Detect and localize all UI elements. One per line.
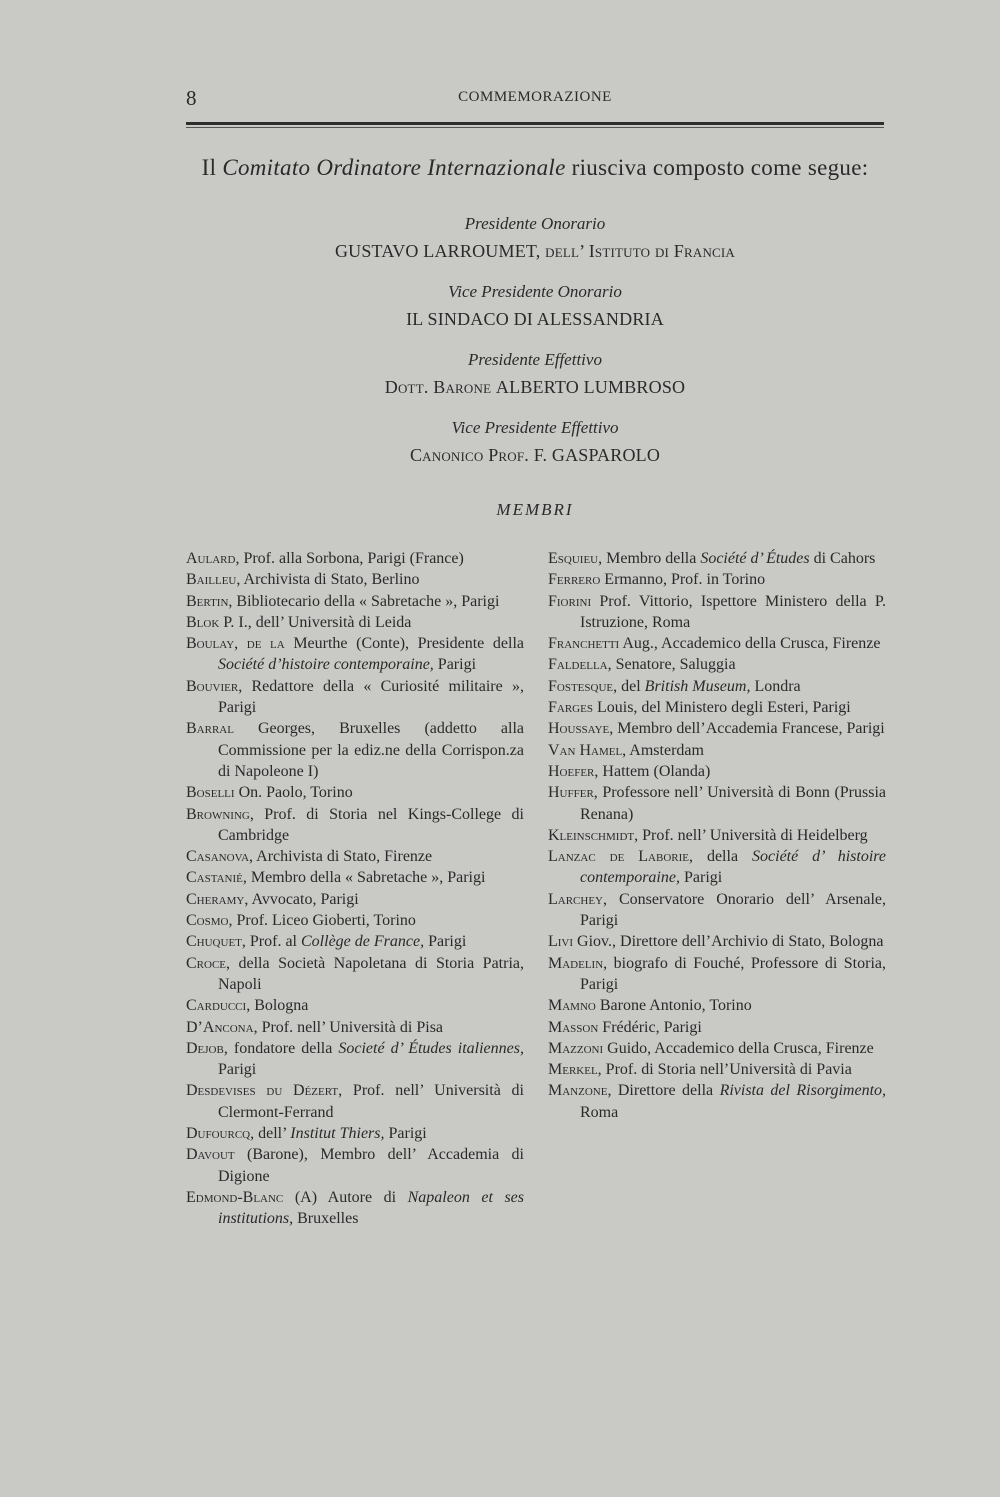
member-name: Carducci xyxy=(186,997,247,1015)
member-description: , Professore nell’ Università di Bonn (Prussia Renana) xyxy=(580,784,886,823)
member-description: , Prof. nell’ Università di Heidelberg xyxy=(634,826,868,844)
member-description: , fondatore della xyxy=(223,1039,339,1057)
member-entry xyxy=(186,1123,524,1144)
member-location: Londra xyxy=(750,677,801,695)
header-rule xyxy=(186,122,884,125)
member-name: Bailleu xyxy=(186,571,237,589)
member-description: , Prof. nell’ Università di Clermont-Ferrand xyxy=(218,1082,524,1121)
member-description: Meurthe (Conte), Presidente della xyxy=(284,635,524,653)
member-description: , Membro della « Sabretache », Parigi xyxy=(242,869,486,887)
member-name: Hoefer xyxy=(548,762,595,780)
member-name: Livi xyxy=(548,933,574,951)
member-name: Larchey xyxy=(548,890,603,908)
member-name: Faldella xyxy=(548,656,608,674)
member-entry xyxy=(186,804,524,847)
member-entry xyxy=(186,889,524,910)
member-name: Blok xyxy=(186,613,220,631)
member-name: Lanzac de Laborie xyxy=(548,848,689,866)
member-entry xyxy=(186,910,524,931)
member-entry xyxy=(548,1017,886,1038)
member-name: Fostesque xyxy=(548,677,614,695)
member-institution: Institut Thiers, xyxy=(290,1125,385,1143)
member-entry xyxy=(186,846,524,867)
member-location: Parigi xyxy=(433,656,477,674)
intro-sentence xyxy=(186,155,884,181)
member-description: , Senatore, Saluggia xyxy=(607,656,736,674)
member-name: Boulay, de la xyxy=(186,635,285,653)
member-entry xyxy=(186,1187,524,1230)
member-entry xyxy=(548,1080,886,1123)
member-description: , Prof. al xyxy=(241,933,301,951)
member-entry xyxy=(548,953,886,996)
member-name: Desdevises du Dézert xyxy=(186,1082,339,1100)
member-entry xyxy=(548,569,886,590)
member-description: , Prof. di Storia nell’Università di Pavia xyxy=(597,1061,852,1079)
member-entry xyxy=(548,718,886,739)
member-description: , Prof. nell’ Università di Pisa xyxy=(253,1018,444,1036)
page-number: 8 xyxy=(186,86,197,110)
member-entry xyxy=(548,591,886,634)
member-description: (Barone), Membro dell’ Accademia di Digione xyxy=(218,1146,524,1185)
member-name: Esquieu xyxy=(548,550,599,567)
member-entry xyxy=(186,718,524,782)
member-location: Parigi xyxy=(384,1125,427,1143)
officer-role: Vice Presidente Effettivo xyxy=(451,418,619,437)
member-entry xyxy=(548,761,886,782)
member-entry xyxy=(548,931,886,952)
member-name: Farges xyxy=(548,699,593,717)
header-rule-thin xyxy=(186,127,884,128)
officer-name-main: IL SINDACO DI ALESSANDRIA xyxy=(406,309,664,329)
member-description: , della xyxy=(688,848,753,866)
member-description: , Prof. alla Sorbona, Parigi (France) xyxy=(235,550,464,567)
member-institution: Societé d’ Études italiennes, xyxy=(338,1039,524,1057)
member-description: Guido, Accademico della Crusca, Firenze xyxy=(603,1039,874,1057)
member-name: Browning xyxy=(186,805,250,823)
member-entry xyxy=(186,953,524,996)
member-name: Van Hamel xyxy=(548,741,623,759)
member-name: Davout xyxy=(186,1146,235,1164)
member-description: Georges, Bruxelles (addetto alla Commissione per la ediz.ne della Corrispon.za di Napoleone I) xyxy=(218,720,524,780)
member-description: Louis, del Ministero degli Esteri, Parigi xyxy=(592,699,851,717)
member-description: Frédéric, Parigi xyxy=(598,1018,702,1036)
member-description: Aug., Accademico della Crusca, Firenze xyxy=(619,635,881,653)
member-name: Fiorini xyxy=(548,592,592,610)
officer-name-affiliation: dell’ Istituto di Francia xyxy=(540,241,736,261)
member-entry xyxy=(186,1080,524,1123)
member-name: Huffer xyxy=(548,784,594,802)
member-location: di Cahors xyxy=(809,550,876,567)
member-entry xyxy=(186,782,524,803)
member-entry xyxy=(186,995,524,1016)
member-entry xyxy=(548,676,886,697)
member-entry xyxy=(548,995,886,1016)
officer-name-main: ALBERTO LUMBROSO xyxy=(495,377,686,397)
member-name: Edmond-Blanc xyxy=(186,1188,284,1206)
member-institution: British Museum, xyxy=(644,677,751,695)
member-location: Bruxelles xyxy=(293,1210,359,1228)
member-entry xyxy=(186,1144,524,1187)
member-entry xyxy=(548,633,886,654)
member-entry xyxy=(548,548,886,569)
member-name: Castanié xyxy=(186,869,243,887)
officer-name xyxy=(186,305,884,337)
officer-block xyxy=(186,415,884,473)
member-location: Roma xyxy=(580,1103,619,1121)
officer-name-main: F. GASPAROLO xyxy=(533,445,661,465)
member-entry xyxy=(186,591,524,612)
member-entry xyxy=(186,612,524,633)
member-name: Mazzoni xyxy=(548,1039,604,1057)
member-name: Manzone xyxy=(548,1082,608,1100)
member-name: Bertin xyxy=(186,592,229,610)
member-description: , Avvocato, Parigi xyxy=(244,890,359,908)
member-name: Barral xyxy=(186,720,234,738)
member-description: , Archivista di Stato, Berlino xyxy=(236,571,420,589)
officer-name-main: GUSTAVO LARROUMET, xyxy=(334,241,541,261)
member-description: , Conservatore Onorario dell’ Arsenale, Parigi xyxy=(580,890,886,930)
officer-name xyxy=(186,237,884,269)
member-description: , Prof. Liceo Gioberti, Torino xyxy=(228,912,416,930)
member-entry xyxy=(186,1038,524,1081)
member-entry xyxy=(548,825,886,846)
member-description: Prof. Vittorio, Ispettore Ministero della P. Istruzione, Roma xyxy=(580,592,886,631)
member-institution: Société d’histoire contemporaine, xyxy=(218,656,434,674)
member-description: (A) Autore di xyxy=(283,1188,408,1206)
officer-block xyxy=(186,211,884,269)
officer-block xyxy=(186,347,884,405)
member-location: Parigi xyxy=(679,869,723,887)
member-entry xyxy=(548,1059,886,1080)
member-description: On. Paolo, Torino xyxy=(234,784,353,802)
member-description: , Redattore della « Curiosité militaire », Parigi xyxy=(218,677,524,717)
member-location: Parigi xyxy=(424,933,467,951)
member-entry xyxy=(186,931,524,952)
member-institution: Collège de France, xyxy=(301,933,425,951)
officer-role: Vice Presidente Onorario xyxy=(448,282,622,301)
member-entry xyxy=(186,569,524,590)
member-description: , Bibliotecario della « Sabretache », Parigi xyxy=(228,592,500,610)
member-name: Masson xyxy=(548,1018,599,1036)
member-description: , del xyxy=(613,677,645,695)
members-heading: MEMBRI xyxy=(496,500,574,519)
member-name: Madelin xyxy=(548,954,604,972)
member-name: Boselli xyxy=(186,784,235,802)
member-institution: Rivista del Risorgimento, xyxy=(719,1082,887,1100)
officer-name-title: Canonico Prof. xyxy=(409,445,534,465)
member-name: Dufourcq xyxy=(186,1125,251,1143)
member-name: Houssaye xyxy=(548,720,610,738)
member-institution: Napaleon et ses institutions, xyxy=(218,1188,524,1228)
page-header xyxy=(186,86,884,112)
officer-name xyxy=(186,441,884,473)
member-name: D’Ancona xyxy=(186,1018,254,1036)
member-description: , Bologna xyxy=(246,997,309,1015)
officer-role: Presidente Effettivo xyxy=(468,350,602,369)
member-description: , Archivista di Stato, Firenze xyxy=(249,848,433,866)
running-head: COMMEMORAZIONE xyxy=(458,89,612,105)
intro-committee-name: Comitato Ordinatore Internazionale xyxy=(222,155,566,180)
member-description: , biografo di Fouché, Professore di Storia, Parigi xyxy=(580,954,886,993)
member-entry xyxy=(548,740,886,761)
member-institution: Société d’ histoire contemporaine, xyxy=(580,848,886,887)
member-description: , Amsterdam xyxy=(622,741,704,759)
member-entry xyxy=(548,846,886,889)
officers-list xyxy=(186,211,884,473)
member-name: Franchetti xyxy=(548,635,620,653)
officer-role: Presidente Onorario xyxy=(464,214,606,233)
intro-after: riusciva composto come segue: xyxy=(565,155,869,180)
member-entry xyxy=(548,782,886,825)
member-entry xyxy=(548,697,886,718)
member-entry xyxy=(548,889,886,932)
member-entry xyxy=(186,548,524,569)
member-description: , Membro dell’Accademia Francese, Parigi xyxy=(609,720,885,738)
member-name: Mamno xyxy=(548,997,596,1015)
members-column-right xyxy=(548,548,886,1123)
member-entry xyxy=(186,633,524,676)
member-name: Ferrero xyxy=(548,571,601,589)
member-entry xyxy=(548,1038,886,1059)
member-description: Ermanno, Prof. in Torino xyxy=(600,571,766,589)
member-description: Giov., Direttore dell’Archivio di Stato, Bologna xyxy=(573,933,884,951)
member-description: , dell’ xyxy=(250,1125,291,1143)
member-name: Bouvier xyxy=(186,677,239,695)
member-name: Casanova xyxy=(186,848,250,866)
member-institution: Société d’ Études xyxy=(700,550,810,567)
member-name: Merkel xyxy=(548,1061,598,1079)
member-location: Parigi xyxy=(218,1061,257,1079)
member-description: , della Società Napoletana di Storia Patria, Napoli xyxy=(218,954,524,993)
member-name: Croce xyxy=(186,954,227,972)
officer-name xyxy=(186,373,884,405)
member-description: , Prof. di Storia nel Kings-College di Cambridge xyxy=(218,805,524,844)
intro-before: Il xyxy=(201,155,223,180)
member-entry xyxy=(186,1017,524,1038)
member-name: Chuquet xyxy=(186,933,242,951)
officer-block xyxy=(186,279,884,337)
members-column-left xyxy=(186,548,524,1230)
member-description: , Direttore della xyxy=(607,1082,720,1100)
member-name: Cheramy xyxy=(186,890,245,908)
member-entry xyxy=(548,654,886,675)
member-name: Dejob xyxy=(186,1039,224,1057)
member-entry xyxy=(186,867,524,888)
member-name: Kleinschmidt xyxy=(548,826,635,844)
member-name: Aulard xyxy=(186,550,236,567)
member-description: , Hattem (Olanda) xyxy=(594,762,711,780)
member-description: Barone Antonio, Torino xyxy=(595,997,752,1015)
member-entry xyxy=(186,676,524,719)
officer-name-title: Dott. Barone xyxy=(384,377,496,397)
member-description: P. I., dell’ Università di Leida xyxy=(219,613,412,631)
member-description: , Membro della xyxy=(598,550,701,567)
member-name: Cosmo xyxy=(186,912,229,930)
